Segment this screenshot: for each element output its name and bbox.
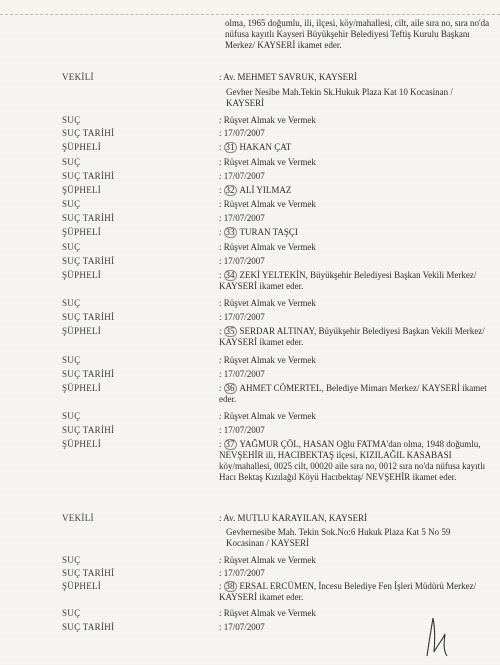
entry-value: : 32 ALİ YILMAZ bbox=[219, 185, 292, 195]
entry-value: : Rüşvet Almak ve Vermek bbox=[219, 355, 316, 365]
entry-label: ŞÜPHELİ bbox=[62, 439, 102, 449]
suspect-number: 35 bbox=[225, 326, 235, 336]
entry-label: SUÇ bbox=[62, 411, 81, 421]
entry-label: ŞÜPHELİ bbox=[62, 142, 102, 152]
entry-label: SUÇ TARİHİ bbox=[62, 256, 115, 266]
suspect-name: HAKAN ÇAT bbox=[239, 142, 292, 152]
page-top-edge bbox=[0, 0, 500, 15]
suspect-name: YAĞMUR ÇÖL, HASAN Oğlu FATMA'dan olma, 1948 doğumlu, NEVŞEHİR ili, HACIBEKTAŞ ilçesi, KIZILAĞIL KASABASI köy/mahallesi, 0025 cilt, 00020 aile sıra no, 0012 sıra no'da nüfusa kayıtlı Hacı Bektaş Kızılağıl Köyü Hacıbektaş/ NEVŞEHİR ikamet eder. bbox=[219, 439, 486, 482]
entry-value: : 34 ZEKİ YELTEKİN, Büyükşehir Belediyesi Başkan Vekili Merkez/ KAYSERİ ikamet eder. bbox=[219, 270, 477, 291]
suspect-number: 34 bbox=[225, 270, 235, 280]
entry-value: : 17/07/2007 bbox=[219, 568, 265, 578]
entry-value: : 17/07/2007 bbox=[219, 256, 265, 266]
suspect-name: ERSAL ERCÜMEN, İncesu Belediye Fen İşleri Müdürü Merkez/ KAYSERİ ikamet eder. bbox=[219, 581, 477, 602]
entry-value: : Rüşvet Almak ve Vermek bbox=[219, 157, 316, 167]
entry-value: : 17/07/2007 bbox=[219, 622, 265, 632]
entry-label: SUÇ TARİHİ bbox=[62, 312, 115, 322]
suspect-name: TURAN TAŞÇI bbox=[239, 227, 298, 237]
entry-value: : Rüşvet Almak ve Vermek bbox=[219, 298, 316, 308]
entry-value: : 33 TURAN TAŞÇI bbox=[219, 227, 298, 237]
entry-sub: Gevhernesibe Mah. Tekin Sok.No:6 Hukuk Plaza Kat 5 No 59 Kocasinan / KAYSERİ bbox=[226, 527, 451, 548]
suspect-number: 37 bbox=[225, 439, 235, 449]
signature-mark bbox=[423, 612, 451, 660]
entry-label: SUÇ bbox=[62, 298, 81, 308]
entry-value: : 17/07/2007 bbox=[219, 369, 265, 379]
entry-label: ŞÜPHELİ bbox=[62, 185, 102, 195]
suspect-number: 31 bbox=[225, 142, 235, 152]
entry-value: : Rüşvet Almak ve Vermek bbox=[219, 199, 316, 209]
entry-sub: Gevher Nesibe Mah.Tekin Sk.Hukuk Plaza Kat 10 Kocasinan / KAYSERİ bbox=[226, 87, 453, 108]
entry-label: ŞÜPHELİ bbox=[62, 227, 102, 237]
entry-value: : Rüşvet Almak ve Vermek bbox=[219, 411, 316, 421]
header-paragraph: olma, 1965 doğumlu, ili, ilçesi, köy/mahallesi, cilt, aile sıra no, sıra no'da nüfusa kayıtlı Kayseri Büyükşehir Belediyesi Teftiş Kurulu Başkanı Merkez/ KAYSERİ ikamet eder. bbox=[225, 18, 490, 50]
entry-value: : 17/07/2007 bbox=[219, 425, 265, 435]
entry-label: SUÇ bbox=[62, 242, 81, 252]
entry-label: SUÇ TARİHİ bbox=[62, 369, 115, 379]
suspect-name: SERDAR ALTINAY, Büyükşehir Belediyesi Başkan Vekili Merkez/ KAYSERİ ikamet eder. bbox=[219, 326, 485, 347]
suspect-name: ZEKİ YELTEKİN, Büyükşehir Belediyesi Başkan Vekili Merkez/ KAYSERİ ikamet eder. bbox=[219, 270, 477, 291]
entry-value: : 37 YAĞMUR ÇÖL, HASAN Oğlu FATMA'dan olma, 1948 doğumlu, NEVŞEHİR ili, HACIBEKTAŞ ilçesi, KIZILAĞIL KASABASI köy/mahallesi, 0025 cilt, 00020 aile sıra no, 0012 sıra no'da nüfusa kayıtlı Hacı Bektaş Kızılağıl Köyü Hacıbektaş/ NEVŞEHİR ikamet eder. bbox=[219, 439, 486, 482]
entry-value: : Rüşvet Almak ve Vermek bbox=[219, 115, 316, 125]
entry-value: : 17/07/2007 bbox=[219, 312, 265, 322]
entry-label: SUÇ bbox=[62, 555, 81, 565]
entry-label: SUÇ TARİHİ bbox=[62, 568, 115, 578]
entry-label: SUÇ TARİHİ bbox=[62, 622, 115, 632]
entry-value: : 38 ERSAL ERCÜMEN, İncesu Belediye Fen İşleri Müdürü Merkez/ KAYSERİ ikamet eder. bbox=[219, 581, 477, 602]
entry-value: : Rüşvet Almak ve Vermek bbox=[219, 608, 316, 618]
suspect-number: 36 bbox=[225, 383, 235, 393]
entry-label: VEKİLİ bbox=[62, 72, 94, 82]
entry-value: : 36 AHMET CÖMERTEL, Belediye Mimarı Merkez/ KAYSERİ ikamet eder. bbox=[219, 383, 487, 404]
entry-label: SUÇ TARİHİ bbox=[62, 425, 115, 435]
entry-value: : 31 HAKAN ÇAT bbox=[219, 142, 292, 152]
entry-label: SUÇ bbox=[62, 199, 81, 209]
entry-label: SUÇ bbox=[62, 115, 81, 125]
entry-label: ŞÜPHELİ bbox=[62, 326, 102, 336]
entry-label: SUÇ TARİHİ bbox=[62, 171, 115, 181]
entry-value: : Rüşvet Almak ve Vermek bbox=[219, 242, 316, 252]
entry-label: SUÇ bbox=[62, 157, 81, 167]
entry-value: : Rüşvet Almak ve Vermek bbox=[219, 555, 316, 565]
entry-value: : 35 SERDAR ALTINAY, Büyükşehir Belediyesi Başkan Vekili Merkez/ KAYSERİ ikamet eder. bbox=[219, 326, 485, 347]
entry-value: : Av. MUTLU KARAYILAN, KAYSERİ bbox=[219, 513, 368, 523]
entry-label: VEKİLİ bbox=[62, 513, 94, 523]
suspect-name: ALİ YILMAZ bbox=[239, 185, 292, 195]
entry-value: : 17/07/2007 bbox=[219, 128, 265, 138]
entry-label: SUÇ bbox=[62, 355, 81, 365]
entry-label: ŞÜPHELİ bbox=[62, 581, 102, 591]
entry-label: ŞÜPHELİ bbox=[62, 383, 102, 393]
entry-label: ŞÜPHELİ bbox=[62, 270, 102, 280]
entry-label: SUÇ TARİHİ bbox=[62, 213, 115, 223]
entry-value: : 17/07/2007 bbox=[219, 213, 265, 223]
entry-value: : 17/07/2007 bbox=[219, 171, 265, 181]
entry-value: : Av. MEHMET SAVRUK, KAYSERİ bbox=[219, 72, 358, 82]
suspect-number: 32 bbox=[225, 185, 235, 195]
entry-label: SUÇ bbox=[62, 608, 81, 618]
entry-label: SUÇ TARİHİ bbox=[62, 128, 115, 138]
suspect-name: AHMET CÖMERTEL, Belediye Mimarı Merkez/ KAYSERİ ikamet eder. bbox=[219, 383, 487, 404]
suspect-number: 38 bbox=[225, 581, 235, 591]
suspect-number: 33 bbox=[225, 227, 235, 237]
